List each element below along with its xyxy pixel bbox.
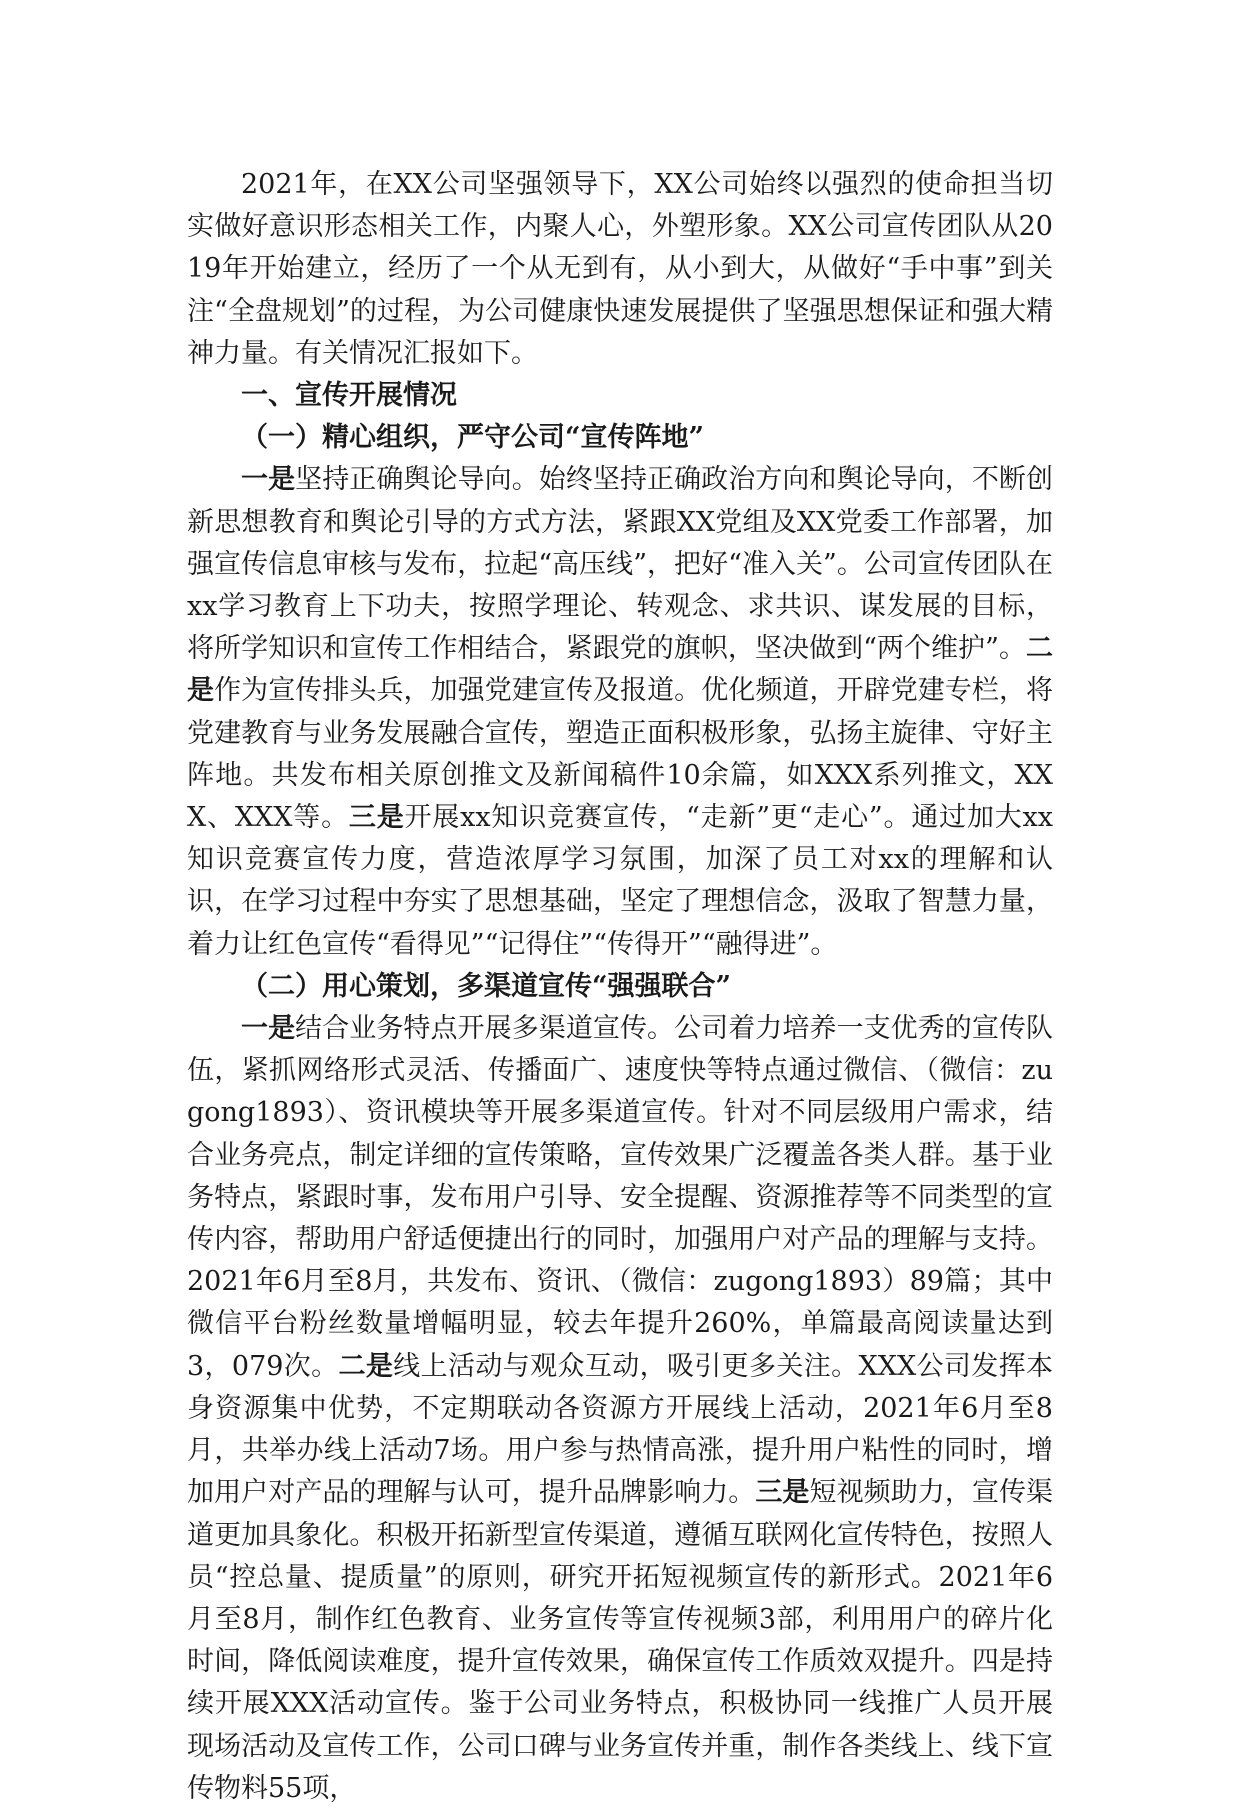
subsection-heading-2: （二）用心策划，多渠道宣传“强强联合”: [241, 970, 732, 1002]
paragraph-text: 开展xx知识竞赛宣传，“走新”更“走心”。通过加大xx知识竞赛宣传力度，营造浓厚学习氛围，加深了员工对xx的理解和认识，在学习过程中夯实了思想基础，坚定了理想信念，汲取了智慧力量，着力让红色宣传“看得见”“记得住”“传得开”“融得进”。: [187, 802, 1054, 960]
lead-marker: 三是: [348, 802, 405, 834]
subsection-1-paragraph: [187, 459, 1053, 965]
lead-marker: 一是: [241, 1013, 296, 1045]
paragraph-text: 作为宣传排头兵，加强党建宣传及报道。优化频道，开辟党建专栏，将党建教育与业务发展融合宣传，塑造正面积极形象，弘扬主旋律、守好主阵地。共发布相关原创推文及新闻稿件10余篇，如XXX系列推文，XXX、XXX等。: [187, 675, 1054, 834]
document-body: [187, 164, 1053, 1810]
paragraph-text: 坚持正确舆论导向。始终坚持正确政治方向和舆论导向，不断创新思想教育和舆论引导的方式方法，紧跟XX党组及XX党委工作部署，加强宣传信息审核与发布，拉起“高压线”，把好“准入关”。公司宣传团队在xx学习教育上下功夫，按照学理论、转观念、求共识、谋发展的目标，将所学知识和宣传工作相结合，紧跟党的旗帜，坚决做到“两个维护”。: [187, 464, 1054, 665]
paragraph-text: 线上活动与观众互动，吸引更多关注。XXX公司发挥本身资源集中优势，不定期联动各资源方开展线上活动，2021年6月至8月，共举办线上活动7场。用户参与热情高涨，提升用户粘性的同时，增加用户对产品的理解与认可，提升品牌影响力。: [187, 1350, 1053, 1509]
paragraph-text: 短视频助力，宣传渠道更加具象化。积极开拓新型宣传渠道，遵循互联网化宣传特色，按照人员“控总量、提质量”的原则，研究开拓短视频宣传的新形式。2021年6月至8月，制作红色教育、业务宣传等宣传视频3部，利用用户的碎片化时间，降低阅读难度，提升宣传效果，确保宣传工作质效双提升。四是持续开展XXX活动宣传。鉴于公司业务特点，积极协同一线推广人员开展现场活动及宣传工作，公司口碑与业务宣传并重，制作各类线上、线下宣传物料55项，: [187, 1477, 1054, 1804]
lead-marker: 二是: [187, 633, 1053, 707]
subsection-heading-1: （一）精心组织，严守公司“宣传阵地”: [241, 422, 705, 454]
intro-paragraph: 2021年，在XX公司坚强领导下，XX公司始终以强烈的使命担当切实做好意识形态相关工作，内聚人心，外塑形象。XX公司宣传团队从2019年开始建立，经历了一个从无到有，从小到大，从做好“手中事”到关注“全盘规划”的过程，为公司健康快速发展提供了坚强思想保证和强大精神力量。有关情况汇报如下。: [187, 169, 1053, 369]
lead-marker: 一是: [241, 464, 296, 496]
paragraph-text: 结合业务特点开展多渠道宣传。公司着力培养一支优秀的宣传队伍，紧抓网络形式灵活、传播面广、速度快等特点通过微信、（微信：zugong1893）、资讯模块等开展多渠道宣传。针对不同层级用户需求，结合业务亮点，制定详细的宣传策略，宣传效果广泛覆盖各类人群。基于业务特点，紧跟时事，发布用户引导、安全提醒、资源推荐等不同类型的宣传内容，帮助用户舒适便捷出行的同时，加强用户对产品的理解与支持。2021年6月至8月，共发布、资讯、（微信：zugong1893）89篇；其中微信平台粉丝数量增幅明显，较去年提升260%，单篇最高阅读量达到3，079次。: [187, 1013, 1054, 1382]
lead-marker: 二是: [338, 1350, 394, 1382]
subsection-2-paragraph: [187, 1008, 1053, 1810]
lead-marker: 三是: [755, 1477, 810, 1509]
section-heading: 一、宣传开展情况: [241, 380, 457, 412]
